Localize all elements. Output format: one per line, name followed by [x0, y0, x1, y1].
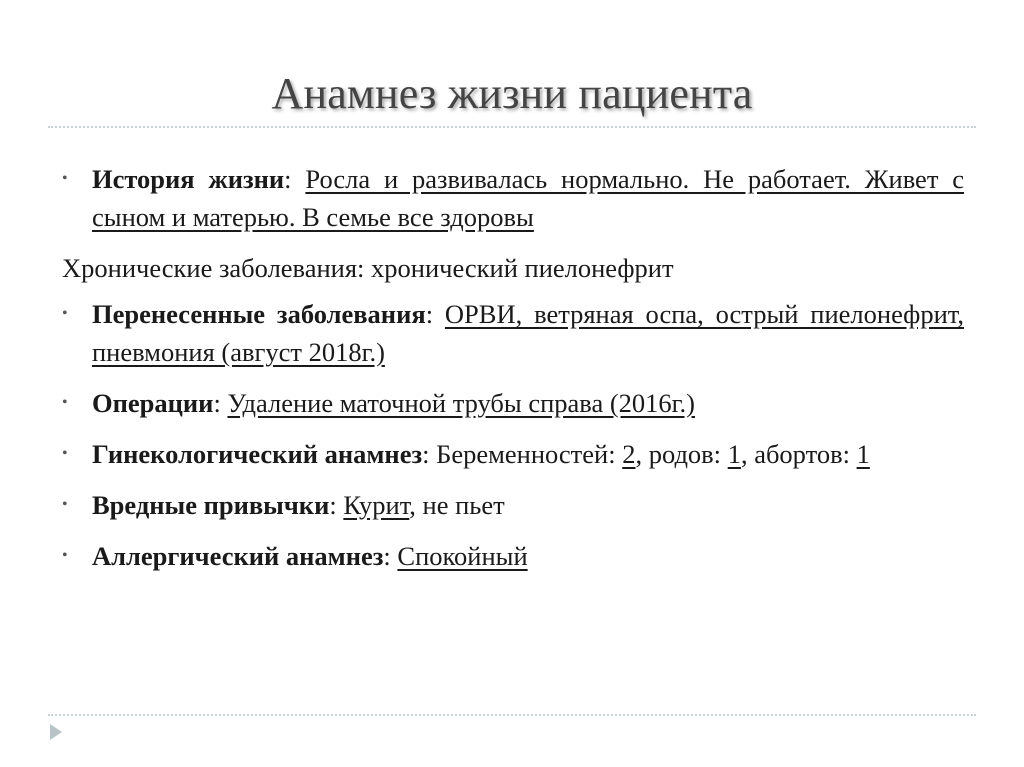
list-item-gynecological: [62, 435, 964, 473]
item-separator: :: [422, 439, 430, 469]
item-value-rest: , не пьет: [409, 490, 505, 520]
item-label: Аллергический анамнез: [92, 541, 384, 571]
list-item-allergy: [62, 537, 964, 575]
item-value: Росла и развивалась нормально. Не работает. Живет с сыном и матерью. В семье все здоровы: [92, 164, 965, 232]
bullet-icon: •: [62, 496, 68, 513]
item-separator: :: [329, 490, 337, 520]
list-item-chronic: [62, 249, 964, 287]
bullet-icon: •: [62, 547, 68, 564]
item-label: Операции: [92, 388, 214, 418]
list-item-past-diseases: [62, 295, 964, 371]
title-divider: [48, 126, 976, 128]
item-value: ОРВИ, ветряная оспа, острый пиелонефрит, пневмония (август 2018г.): [92, 299, 964, 367]
item-separator: :: [383, 541, 391, 571]
bullet-icon: •: [62, 394, 68, 411]
item-label: История жизни: [92, 164, 285, 194]
content-list: [62, 160, 964, 588]
pregnancies-text: Беременностей:: [436, 439, 616, 469]
abortions-text: , абортов:: [740, 439, 850, 469]
item-label: Вредные привычки: [92, 490, 330, 520]
bullet-icon: •: [62, 170, 68, 187]
footer-divider: [48, 714, 976, 716]
item-separator: :: [213, 388, 221, 418]
item-value: Курит: [343, 490, 410, 520]
item-separator: :: [425, 299, 434, 329]
slide-title: Анамнез жизни пациента: [271, 69, 753, 118]
list-item-surgery: [62, 384, 964, 422]
item-separator: :: [284, 164, 292, 194]
item-label: Гинекологический анамнез: [92, 439, 423, 469]
bullet-icon: •: [62, 445, 68, 462]
item-text: Хронические заболевания: хронический пиелонефрит: [62, 253, 674, 283]
abortions-value: 1: [856, 439, 870, 469]
slide-nav-arrow-icon: [48, 722, 64, 742]
item-value: Удаление маточной трубы справа (2016г.): [227, 388, 696, 418]
list-item-habits: [62, 486, 964, 524]
item-label: Перенесенные заболевания: [92, 299, 426, 329]
item-value: Спокойный: [397, 541, 528, 571]
births-text: , родов:: [635, 439, 722, 469]
pregnancies-value: 2: [622, 439, 636, 469]
list-item-life-history: [62, 160, 964, 236]
births-value: 1: [727, 439, 741, 469]
bullet-icon: •: [62, 305, 68, 322]
